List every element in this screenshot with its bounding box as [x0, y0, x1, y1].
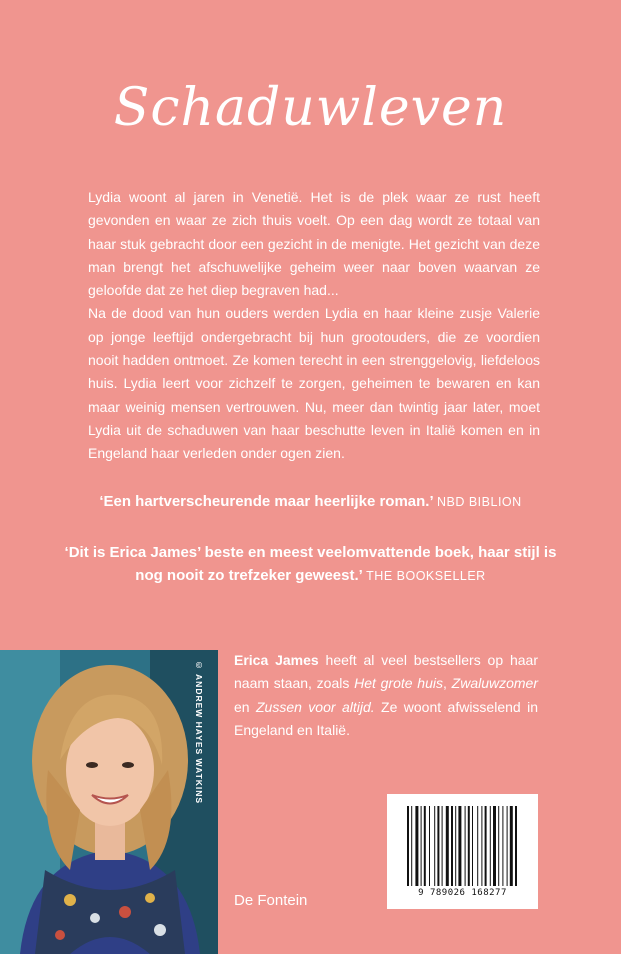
blurb — [88, 186, 540, 466]
barcode-bar — [493, 806, 496, 886]
bio-text: Ze woont afwisselend in Engeland en Italië. — [234, 698, 538, 738]
bio-sep: , — [443, 675, 452, 692]
book-title: Schaduwleven — [113, 78, 508, 138]
photo-credit: © ANDREW HAYES WATKINS — [194, 660, 204, 805]
review-quote-2 — [60, 541, 561, 588]
book-title-3: Zussen voor altijd. — [255, 698, 375, 715]
review-quote-1 — [60, 490, 561, 514]
barcode-bar — [415, 806, 418, 886]
barcode-bar — [442, 806, 443, 886]
barcode-bar — [510, 806, 513, 886]
barcode-bar — [421, 806, 422, 886]
barcode-bar — [498, 806, 499, 886]
barcode-bar — [465, 806, 466, 886]
barcode-bar — [507, 806, 508, 886]
quote-source: THE BOOKSELLER — [366, 569, 486, 583]
barcode-bar — [458, 806, 461, 886]
barcode-bar — [515, 806, 517, 886]
quote-text: ‘Een hartverscheurende maar heerlijke roman.’ — [99, 493, 433, 510]
barcode-bar — [434, 806, 435, 886]
blurb-paragraph-1: Lydia woont al jaren in Venetië. Het is de plek waar ze rust heeft gevonden en waar ze zich thuis voelt. Op een dag wordt ze totaal van haar stuk gebracht door een gezicht in de menigte. Het gezicht van deze man brengt het afschuwelijke geheim weer naar boven waarvan ze geloofde dat ze het diep begraven had... — [88, 189, 540, 299]
barcode-bar — [437, 806, 439, 886]
quote-text: ‘Dit is Erica James’ beste en meest veelomvattende boek, haar stijl is nog nooit zo trefzeker geweest.’ — [64, 544, 557, 584]
barcode-bar — [429, 806, 430, 886]
barcode-bar — [472, 806, 473, 886]
book-title-1: Het grote huis — [354, 675, 443, 692]
barcode-bar — [485, 806, 487, 886]
barcode-bar — [451, 806, 453, 886]
barcode-bar — [407, 806, 409, 886]
barcode-bar — [468, 806, 470, 886]
barcode-bar — [455, 806, 456, 886]
bio-text: en — [234, 698, 256, 715]
bio-text: heeft al veel bestsellers op haar naam staan, zoals — [234, 652, 538, 692]
barcode-bar — [502, 806, 503, 886]
author-photo — [0, 650, 218, 954]
barcode-bar — [411, 806, 412, 886]
barcode-bar — [446, 806, 449, 886]
author-name: Erica James — [234, 652, 319, 668]
barcode-bar — [481, 806, 482, 886]
barcode-bar — [477, 806, 478, 886]
publisher: De Fontein — [234, 892, 308, 909]
quote-source: NBD BIBLION — [436, 495, 522, 509]
barcode-bar — [490, 806, 491, 886]
blurb-paragraph-2: Na de dood van hun ouders werden Lydia en haar kleine zusje Valerie op jonge leeftijd ondergebracht bij hun grootouders, die ze voordien nooit hadden ontmoet. Ze komen terecht in een strenggelovig, liefdeloos huis. Lydia leert voor zichzelf te zorgen, geheimen te bewaren en kan maar weinig mensen vertrouwen. Nu, meer dan twintig jaar later, moet Lydia uit de schaduwen van haar beschutte leven in Italië komen en in Engeland haar verleden onder ogen zien. — [88, 305, 540, 462]
author-portrait-illustration — [0, 650, 218, 954]
barcode-bar — [424, 806, 426, 886]
book-title-2: Zwaluwzomer — [451, 675, 539, 692]
author-bio — [234, 649, 538, 742]
isbn-barcode — [387, 794, 538, 909]
isbn-number: 9 789026 168277 — [418, 888, 507, 898]
